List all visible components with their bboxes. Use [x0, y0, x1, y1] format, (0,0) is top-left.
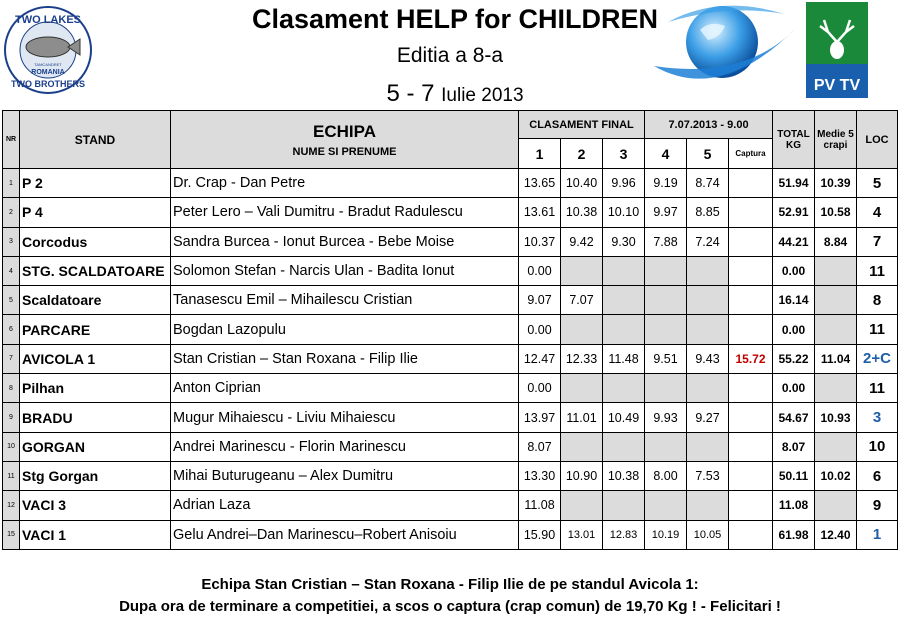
row-total: 8.07	[773, 432, 815, 461]
pv-tv-logo	[806, 2, 868, 98]
row-medie: 10.39	[815, 169, 857, 198]
row-total: 0.00	[773, 256, 815, 285]
row-m1: 13.30	[519, 461, 561, 490]
row-team: Peter Lero – Vali Dumitru - Bradut Radulescu	[171, 198, 519, 227]
row-medie	[815, 374, 857, 403]
row-nr: 15	[3, 520, 20, 549]
table-row	[3, 374, 898, 403]
row-total: 51.94	[773, 169, 815, 198]
row-stand: Pilhan	[20, 374, 171, 403]
row-total: 55.22	[773, 344, 815, 373]
header-captura: Captura	[729, 139, 773, 169]
row-m3: 10.49	[603, 403, 645, 432]
row-m5: 9.43	[687, 344, 729, 373]
header-date-time: 7.07.2013 - 9.00	[645, 111, 773, 139]
row-m1: 8.07	[519, 432, 561, 461]
row-m5: 9.27	[687, 403, 729, 432]
row-nr: 6	[3, 315, 20, 344]
row-m1: 15.90	[519, 520, 561, 549]
row-medie	[815, 491, 857, 520]
row-loc: 7	[857, 227, 898, 256]
row-team: Solomon Stefan - Narcis Ulan - Badita Ionut	[171, 256, 519, 285]
results-body	[3, 169, 898, 550]
header-clasament-final: CLASAMENT FINAL	[519, 111, 645, 139]
row-medie: 11.04	[815, 344, 857, 373]
row-m1: 13.61	[519, 198, 561, 227]
table-row	[3, 198, 898, 227]
row-m2: 12.33	[561, 344, 603, 373]
row-captura	[729, 169, 773, 198]
row-m5	[687, 286, 729, 315]
header-loc: LOC	[857, 111, 898, 169]
footer-line-1: Echipa Stan Cristian – Stan Roxana - Filip Ilie de pe standul Avicola 1:	[201, 576, 699, 593]
row-m3: 9.96	[603, 169, 645, 198]
row-m2: 10.38	[561, 198, 603, 227]
row-stand: VACI 1	[20, 520, 171, 549]
row-stand: AVICOLA 1	[20, 344, 171, 373]
row-captura	[729, 374, 773, 403]
row-stand: Scaldatoare	[20, 286, 171, 315]
header-nr: NR	[3, 111, 20, 169]
row-m4: 9.51	[645, 344, 687, 373]
row-nr: 1	[3, 169, 20, 198]
dates-days: 5 - 7	[386, 80, 442, 107]
row-m2: 9.42	[561, 227, 603, 256]
row-captura	[729, 403, 773, 432]
row-stand: Stg Gorgan	[20, 461, 171, 490]
logo-bottom-text: TWO BROTHERS	[11, 79, 85, 89]
header-echipa	[171, 111, 519, 169]
row-team: Dr. Crap - Dan Petre	[171, 169, 519, 198]
row-total: 0.00	[773, 315, 815, 344]
row-m4: 9.97	[645, 198, 687, 227]
row-m3: 10.38	[603, 461, 645, 490]
row-m5	[687, 491, 729, 520]
row-captura	[729, 256, 773, 285]
table-row	[3, 491, 898, 520]
row-nr: 9	[3, 403, 20, 432]
row-m5	[687, 374, 729, 403]
globe-swoosh-icon	[650, 0, 800, 100]
row-m5: 10.05	[687, 520, 729, 549]
row-captura	[729, 227, 773, 256]
row-m5	[687, 256, 729, 285]
footer-note	[0, 574, 900, 618]
row-m3	[603, 491, 645, 520]
row-m5	[687, 432, 729, 461]
row-stand: PARCARE	[20, 315, 171, 344]
row-m2	[561, 374, 603, 403]
row-stand: P 2	[20, 169, 171, 198]
row-loc: 5	[857, 169, 898, 198]
results-table	[2, 110, 898, 550]
row-medie	[815, 256, 857, 285]
row-total: 0.00	[773, 374, 815, 403]
row-stand: P 4	[20, 198, 171, 227]
header-manche-3: 3	[603, 139, 645, 169]
row-stand: VACI 3	[20, 491, 171, 520]
row-team: Anton Ciprian	[171, 374, 519, 403]
header-stand: STAND	[20, 111, 171, 169]
row-m2: 10.40	[561, 169, 603, 198]
row-captura	[729, 432, 773, 461]
row-m3	[603, 315, 645, 344]
dates-month: Iulie 2013	[441, 85, 524, 106]
row-team: Tanasescu Emil – Mihailescu Cristian	[171, 286, 519, 315]
row-m1: 0.00	[519, 315, 561, 344]
table-row	[3, 315, 898, 344]
row-m1: 13.65	[519, 169, 561, 198]
table-row	[3, 227, 898, 256]
row-m4: 7.88	[645, 227, 687, 256]
table-row	[3, 403, 898, 432]
row-m4: 8.00	[645, 461, 687, 490]
row-m1: 10.37	[519, 227, 561, 256]
row-m2: 13.01	[561, 520, 603, 549]
row-total: 54.67	[773, 403, 815, 432]
row-team: Gelu Andrei–Dan Marinescu–Robert Anisoiu	[171, 520, 519, 549]
row-nr: 7	[3, 344, 20, 373]
logo-top-text: TWO LAKES	[15, 14, 81, 26]
table-row	[3, 432, 898, 461]
header-manche-2: 2	[561, 139, 603, 169]
table-row	[3, 344, 898, 373]
row-captura	[729, 520, 773, 549]
row-stand: STG. SCALDATOARE	[20, 256, 171, 285]
row-m2: 7.07	[561, 286, 603, 315]
page-title: Clasament HELP for CHILDREN	[251, 4, 659, 34]
row-medie	[815, 432, 857, 461]
row-m3	[603, 374, 645, 403]
row-m3	[603, 256, 645, 285]
row-m2: 10.90	[561, 461, 603, 490]
row-m5: 8.85	[687, 198, 729, 227]
row-stand: BRADU	[20, 403, 171, 432]
row-total: 16.14	[773, 286, 815, 315]
row-loc: 11	[857, 315, 898, 344]
row-nr: 11	[3, 461, 20, 490]
row-loc: 11	[857, 256, 898, 285]
row-m4: 10.19	[645, 520, 687, 549]
row-m2: 11.01	[561, 403, 603, 432]
row-medie	[815, 315, 857, 344]
row-loc: 11	[857, 374, 898, 403]
pvtv-text: PV TV	[813, 77, 861, 94]
row-loc: 2+C	[857, 344, 898, 373]
row-nr: 3	[3, 227, 20, 256]
footer-line-2: Dupa ora de terminare a competitiei, a scos o captura (crap comun) de 19,70 Kg ! - Felicitari !	[119, 598, 781, 615]
table-row	[3, 520, 898, 549]
row-loc: 9	[857, 491, 898, 520]
header-echipa-title: ECHIPA	[313, 121, 376, 141]
page-header	[0, 0, 900, 110]
header-manche-5: 5	[687, 139, 729, 169]
row-nr: 12	[3, 491, 20, 520]
header-total-kg: TOTAL KG	[773, 111, 815, 169]
row-loc: 8	[857, 286, 898, 315]
row-captura	[729, 315, 773, 344]
row-m4	[645, 432, 687, 461]
row-m4	[645, 374, 687, 403]
row-loc: 10	[857, 432, 898, 461]
row-m3: 10.10	[603, 198, 645, 227]
event-dates	[300, 80, 610, 108]
row-team: Bogdan Lazopulu	[171, 315, 519, 344]
row-team: Sandra Burcea - Ionut Burcea - Bebe Moise	[171, 227, 519, 256]
row-m5: 8.74	[687, 169, 729, 198]
row-captura	[729, 461, 773, 490]
row-m1: 9.07	[519, 286, 561, 315]
header-manche-4: 4	[645, 139, 687, 169]
row-total: 61.98	[773, 520, 815, 549]
table-row	[3, 256, 898, 285]
row-nr: 8	[3, 374, 20, 403]
row-medie: 8.84	[815, 227, 857, 256]
row-m4	[645, 491, 687, 520]
row-team: Stan Cristian – Stan Roxana - Filip Ilie	[171, 344, 519, 373]
row-nr: 10	[3, 432, 20, 461]
row-loc: 4	[857, 198, 898, 227]
row-nr: 4	[3, 256, 20, 285]
row-m1: 0.00	[519, 256, 561, 285]
row-captura	[729, 198, 773, 227]
row-m4	[645, 315, 687, 344]
row-total: 52.91	[773, 198, 815, 227]
row-m2	[561, 491, 603, 520]
row-m1: 11.08	[519, 491, 561, 520]
row-m3: 12.83	[603, 520, 645, 549]
row-m2	[561, 256, 603, 285]
row-stand: GORGAN	[20, 432, 171, 461]
row-loc: 1	[857, 520, 898, 549]
row-m1: 0.00	[519, 374, 561, 403]
row-m2	[561, 432, 603, 461]
table-row	[3, 461, 898, 490]
row-loc: 6	[857, 461, 898, 490]
row-medie: 10.93	[815, 403, 857, 432]
header-nume: NUME SI PRENUME	[292, 145, 397, 158]
logo-small-text: TAMCANDRET	[34, 62, 62, 67]
row-m2	[561, 315, 603, 344]
row-team: Mihai Buturugeanu – Alex Dumitru	[171, 461, 519, 490]
header-manche-1: 1	[519, 139, 561, 169]
row-m1: 12.47	[519, 344, 561, 373]
logo-middle-text: ROMANIA	[31, 69, 65, 76]
row-m5	[687, 315, 729, 344]
row-captura	[729, 286, 773, 315]
row-medie: 10.58	[815, 198, 857, 227]
two-lakes-logo	[4, 3, 92, 98]
row-captura: 15.72	[729, 344, 773, 373]
edition-label: Editia a 8-a	[396, 44, 504, 67]
row-nr: 5	[3, 286, 20, 315]
row-team: Adrian Laza	[171, 491, 519, 520]
row-medie: 10.02	[815, 461, 857, 490]
row-captura	[729, 491, 773, 520]
row-nr: 2	[3, 198, 20, 227]
row-m3: 11.48	[603, 344, 645, 373]
row-team: Mugur Mihaiescu - Liviu Mihaiescu	[171, 403, 519, 432]
row-m3: 9.30	[603, 227, 645, 256]
row-total: 11.08	[773, 491, 815, 520]
header-medie: Medie 5 crapi	[815, 111, 857, 169]
row-medie: 12.40	[815, 520, 857, 549]
row-m5: 7.24	[687, 227, 729, 256]
row-m1: 13.97	[519, 403, 561, 432]
row-m5: 7.53	[687, 461, 729, 490]
row-m3	[603, 432, 645, 461]
table-row	[3, 286, 898, 315]
row-m4: 9.19	[645, 169, 687, 198]
row-m4: 9.93	[645, 403, 687, 432]
row-total: 44.21	[773, 227, 815, 256]
row-m3	[603, 286, 645, 315]
row-total: 50.11	[773, 461, 815, 490]
row-m4	[645, 256, 687, 285]
row-team: Andrei Marinescu - Florin Marinescu	[171, 432, 519, 461]
row-m4	[645, 286, 687, 315]
row-stand: Corcodus	[20, 227, 171, 256]
table-row	[3, 169, 898, 198]
row-loc: 3	[857, 403, 898, 432]
row-medie	[815, 286, 857, 315]
